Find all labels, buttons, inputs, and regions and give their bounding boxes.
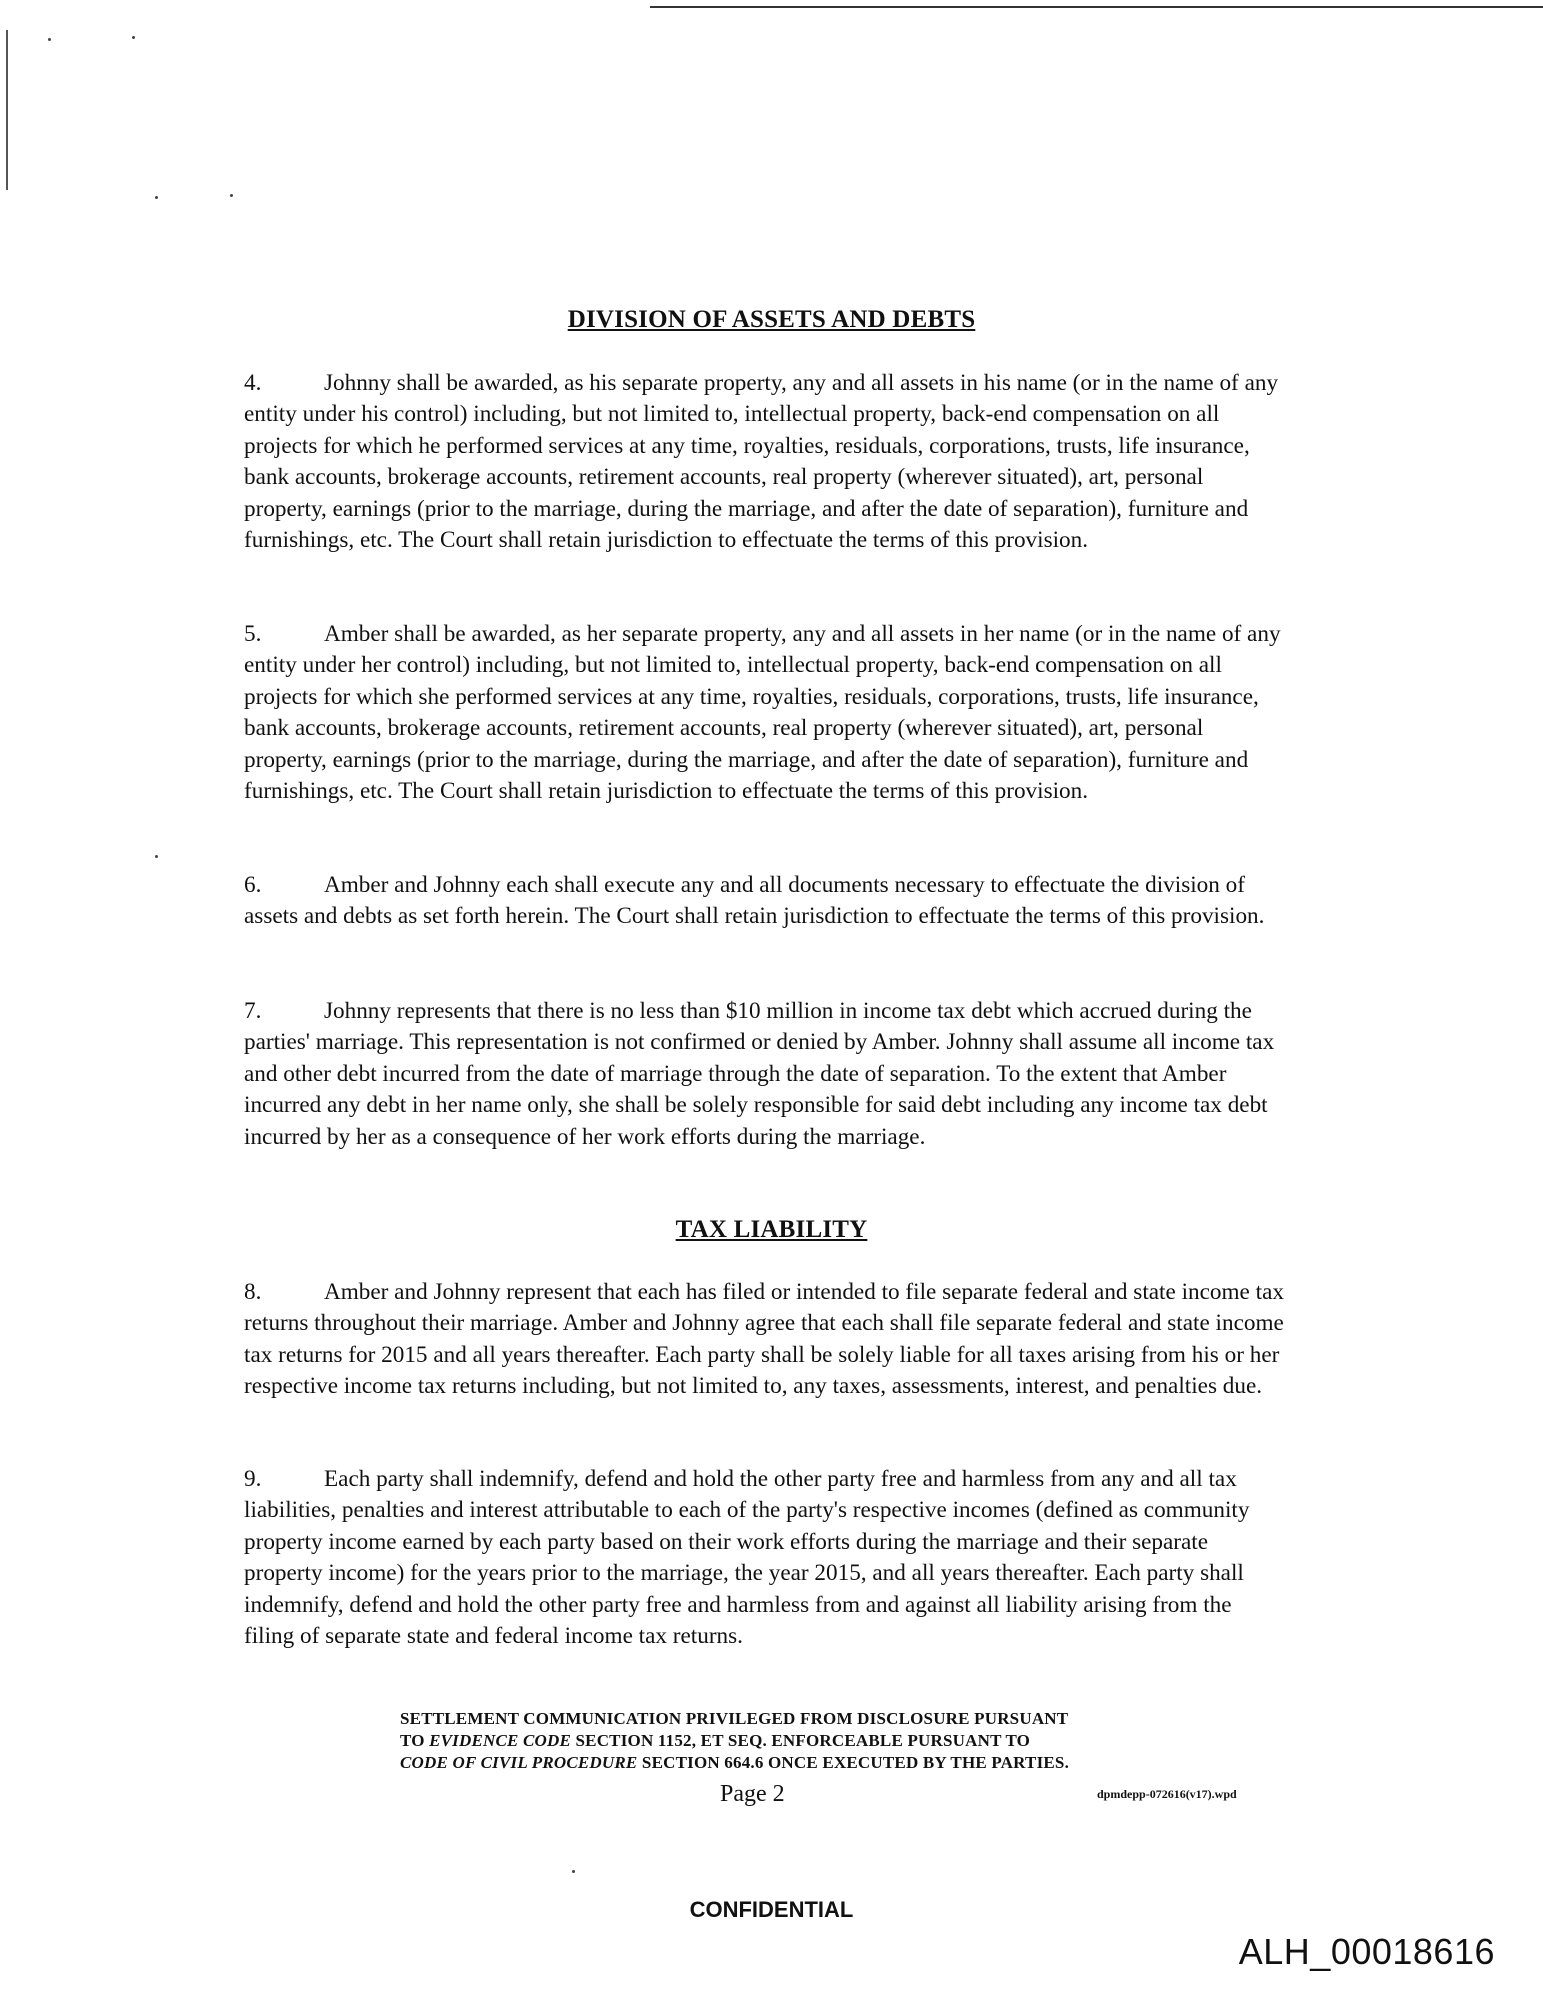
notice-line-2 [400, 1730, 1200, 1752]
bates-number: ALH_00018616 [1238, 1931, 1495, 1972]
notice-text: SECTION 1152, ET SEQ. ENFORCEABLE PURSUANT TO [571, 1731, 1031, 1750]
notice-text: SECTION 664.6 ONCE EXECUTED BY THE PARTIES. [637, 1753, 1070, 1772]
paragraph-text: Johnny represents that there is no less than $10 million in income tax debt which accrued during the parties' marriage. This representation is not confirmed or denied by Amber. Johnny shall assume all income tax and other debt incurred from the date of marriage through the date of separation. To the extent that Amber incurred any debt in her name only, she shall be solely responsible for said debt including any income tax debt incurred by her as a consequence of her work efforts during the marriage. [244, 998, 1275, 1150]
confidential-label: CONFIDENTIAL [689, 1897, 854, 1922]
paragraph-number: 7. [244, 998, 262, 1024]
paragraph-text: Amber shall be awarded, as her separate property, any and all assets in her name (or in the name of any entity under her control) including, but not limited to, intellectual property, back-end compensation on all projects for which she performed services at any time, royalties, residuals, corporations, trusts, life insurance, bank accounts, brokerage accounts, retirement accounts, real property (wherever situated), art, personal property, earnings (prior to the marriage, during the marriage, and after the date of separation), furniture and furnishings, etc. The Court shall retain jurisdiction to effectuate the terms of this provision. [244, 621, 1281, 805]
section-heading-tax: TAX LIABILITY [675, 1216, 868, 1243]
notice-italic-text: CODE OF CIVIL PROCEDURE [400, 1753, 638, 1772]
paragraph-6 [244, 870, 1284, 933]
paragraph-7 [244, 996, 1284, 1153]
paragraph-number: 9. [244, 1466, 262, 1492]
scan-edge-line [650, 6, 1543, 8]
scan-speck [230, 194, 233, 197]
paragraph-number: 5. [244, 621, 262, 647]
notice-text: TO [400, 1731, 430, 1750]
paragraph-8 [244, 1277, 1284, 1403]
scan-speck [132, 36, 135, 39]
file-code: dpmdepp-072616(v17).wpd [1097, 1787, 1237, 1801]
page-number: Page 2 [720, 1781, 785, 1807]
paragraph-number: 6. [244, 872, 262, 898]
paragraph-text: Each party shall indemnify, defend and hold the other party free and harmless from any and all tax liabilities, penalties and interest attributable to each of the party's respective incomes (defined as community property income earned by each party based on their work efforts during the marriage and their separate property income) for the years prior to the marriage, the year 2015, and all years thereafter. Each party shall indemnify, defend and hold the other party free and harmless from and against all liability arising from the filing of separate state and federal income tax returns. [244, 1466, 1250, 1650]
notice-line-3 [400, 1752, 1200, 1774]
scan-speck [572, 1870, 575, 1873]
scan-edge-bar [6, 30, 8, 190]
scan-speck [155, 196, 158, 199]
paragraph-text: Amber and Johnny each shall execute any and all documents necessary to effectuate the division of assets and debts as set forth herein. The Court shall retain jurisdiction to effectuate the terms of this provision. [244, 872, 1265, 930]
paragraph-text: Johnny shall be awarded, as his separate property, any and all assets in his name (or in the name of any entity under his control) including, but not limited to, intellectual property, back-end compensation on all projects for which he performed services at any time, royalties, residuals, corporations, trusts, life insurance, bank accounts, brokerage accounts, retirement accounts, real property (wherever situated), art, personal property, earnings (prior to the marriage, during the marriage, and after the date of separation), furniture and furnishings, etc. The Court shall retain jurisdiction to effectuate the terms of this provision. [244, 370, 1279, 554]
section-heading-division: DIVISION OF ASSETS AND DEBTS [567, 306, 976, 333]
settlement-notice [400, 1708, 1200, 1774]
paragraph-number: 8. [244, 1279, 262, 1305]
paragraph-9 [244, 1464, 1284, 1652]
notice-line-1: SETTLEMENT COMMUNICATION PRIVILEGED FROM DISCLOSURE PURSUANT [400, 1709, 1069, 1728]
paragraph-number: 4. [244, 370, 262, 396]
paragraph-4 [244, 368, 1284, 556]
paragraph-5 [244, 619, 1284, 807]
paragraph-text: Amber and Johnny represent that each has filed or intended to file separate federal and state income tax returns throughout their marriage. Amber and Johnny agree that each shall file separate federal and state income tax returns for 2015 and all years thereafter. Each party shall be solely liable for all taxes arising from his or her respective income tax returns including, but not limited to, any taxes, assessments, interest, and penalties due. [244, 1279, 1284, 1400]
scan-speck [155, 855, 158, 858]
notice-italic-text: EVIDENCE CODE [429, 1731, 572, 1750]
scan-speck [48, 38, 51, 41]
